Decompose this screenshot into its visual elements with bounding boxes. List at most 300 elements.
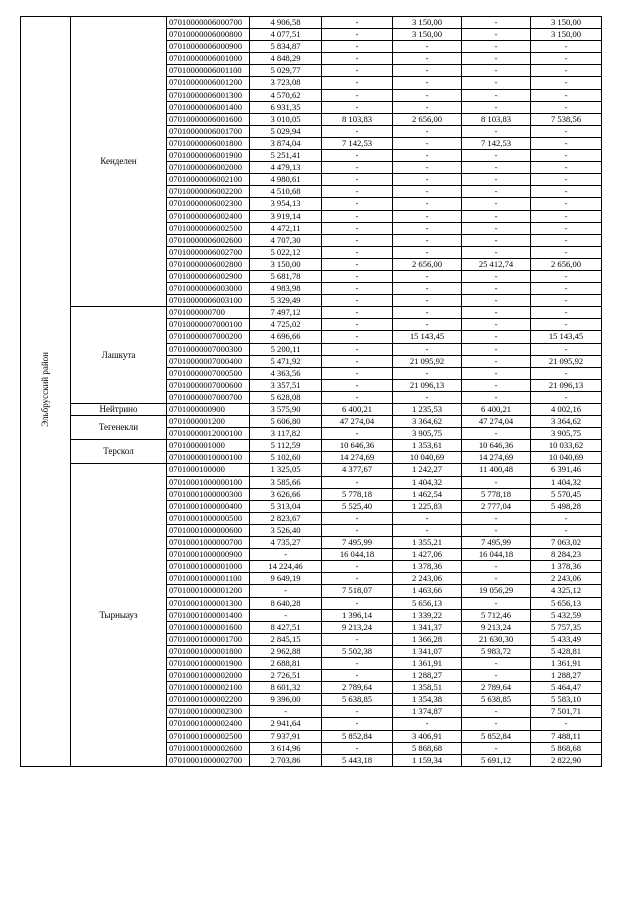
value-cell: - <box>531 718 602 730</box>
cadastral-values-table <box>20 16 602 767</box>
value-cell: - <box>322 270 393 282</box>
value-cell: - <box>322 174 393 186</box>
value-cell: - <box>250 609 322 621</box>
value-cell: 5 029,77 <box>250 65 322 77</box>
value-cell: - <box>531 89 602 101</box>
value-cell: - <box>531 210 602 222</box>
value-cell: 8 601,32 <box>250 682 322 694</box>
value-cell: 25 412,74 <box>462 258 531 270</box>
value-cell: 5 029,94 <box>250 125 322 137</box>
value-cell: - <box>531 162 602 174</box>
cadastral-code-cell: 07010001000000300 <box>167 488 250 500</box>
value-cell: 4 983,98 <box>250 283 322 295</box>
value-cell: - <box>322 53 393 65</box>
value-cell: - <box>393 512 462 524</box>
value-cell: 1 325,05 <box>250 464 322 476</box>
value-cell: - <box>531 186 602 198</box>
cadastral-code-cell: 07010001000001400 <box>167 609 250 621</box>
value-cell: 21 095,92 <box>531 355 602 367</box>
cadastral-code-cell: 07010001000002000 <box>167 670 250 682</box>
value-cell: 5 681,78 <box>250 270 322 282</box>
value-cell: - <box>250 585 322 597</box>
value-cell: 5 471,92 <box>250 355 322 367</box>
value-cell: 1 235,53 <box>393 404 462 416</box>
value-cell: 1 463,66 <box>393 585 462 597</box>
value-cell: - <box>462 283 531 295</box>
value-cell: 2 688,81 <box>250 657 322 669</box>
value-cell: - <box>531 137 602 149</box>
value-cell: 1 159,34 <box>393 754 462 766</box>
value-cell: - <box>531 283 602 295</box>
value-cell: 21 096,13 <box>393 379 462 391</box>
cadastral-code-cell: 07010001000000700 <box>167 537 250 549</box>
value-cell: - <box>393 65 462 77</box>
value-cell: - <box>322 718 393 730</box>
value-cell: - <box>462 742 531 754</box>
value-cell: - <box>322 283 393 295</box>
value-cell: 3 364,62 <box>393 416 462 428</box>
value-cell: - <box>462 41 531 53</box>
cadastral-code-cell: 07010001000000400 <box>167 500 250 512</box>
value-cell: 5 656,13 <box>531 597 602 609</box>
value-cell: 1 355,21 <box>393 537 462 549</box>
value-cell: 3 406,91 <box>393 730 462 742</box>
value-cell: - <box>531 77 602 89</box>
value-cell: - <box>531 150 602 162</box>
value-cell: 5 712,46 <box>462 609 531 621</box>
value-cell: 1 427,06 <box>393 549 462 561</box>
value-cell: - <box>531 391 602 403</box>
table-row <box>21 464 602 476</box>
value-cell: 4 472,11 <box>250 222 322 234</box>
value-cell: 3 919,14 <box>250 210 322 222</box>
value-cell: - <box>322 367 393 379</box>
cadastral-code-cell: 07010000006002900 <box>167 270 250 282</box>
value-cell: - <box>322 428 393 440</box>
value-cell: - <box>462 53 531 65</box>
value-cell: - <box>462 428 531 440</box>
value-cell: - <box>531 319 602 331</box>
value-cell: - <box>322 258 393 270</box>
value-cell: 2 789,64 <box>462 682 531 694</box>
value-cell: - <box>462 391 531 403</box>
value-cell: 1 404,32 <box>393 476 462 488</box>
cadastral-code-cell: 07010000007000100 <box>167 319 250 331</box>
value-cell: 7 518,07 <box>322 585 393 597</box>
value-cell: - <box>393 125 462 137</box>
value-cell: 2 823,67 <box>250 512 322 524</box>
cadastral-code-cell: 07010000006001200 <box>167 77 250 89</box>
value-cell: 9 649,19 <box>250 573 322 585</box>
value-cell: 5 778,18 <box>322 488 393 500</box>
value-cell: 16 044,18 <box>322 549 393 561</box>
value-cell: - <box>322 633 393 645</box>
value-cell: - <box>462 331 531 343</box>
value-cell: - <box>531 41 602 53</box>
value-cell: 5 200,11 <box>250 343 322 355</box>
value-cell: 1 288,27 <box>531 670 602 682</box>
cadastral-code-cell: 07010000006001100 <box>167 65 250 77</box>
value-cell: 5 313,04 <box>250 500 322 512</box>
value-cell: - <box>531 174 602 186</box>
value-cell: - <box>462 524 531 536</box>
value-cell: - <box>462 355 531 367</box>
value-cell: - <box>322 331 393 343</box>
value-cell: 5 525,40 <box>322 500 393 512</box>
value-cell: 3 150,00 <box>250 258 322 270</box>
settlement-name: Лашкута <box>71 307 167 404</box>
value-cell: 1 242,27 <box>393 464 462 476</box>
value-cell: 3 150,00 <box>393 17 462 29</box>
value-cell: 21 630,30 <box>462 633 531 645</box>
value-cell: - <box>393 319 462 331</box>
cadastral-code-cell: 07010000006002600 <box>167 234 250 246</box>
value-cell: 5 852,84 <box>322 730 393 742</box>
cadastral-code-cell: 07010001000001600 <box>167 621 250 633</box>
value-cell: 3 526,40 <box>250 524 322 536</box>
value-cell: - <box>322 101 393 113</box>
value-cell: 7 501,71 <box>531 706 602 718</box>
value-cell: - <box>322 597 393 609</box>
value-cell: 8 284,23 <box>531 549 602 561</box>
document-page <box>20 16 602 767</box>
value-cell: - <box>531 270 602 282</box>
value-cell: - <box>250 706 322 718</box>
value-cell: 4 696,66 <box>250 331 322 343</box>
value-cell: 2 656,00 <box>393 258 462 270</box>
value-cell: - <box>462 234 531 246</box>
value-cell: 7 538,56 <box>531 113 602 125</box>
cadastral-code-cell: 07010001000002200 <box>167 694 250 706</box>
value-cell: - <box>531 512 602 524</box>
value-cell: 4 707,30 <box>250 234 322 246</box>
value-cell: - <box>322 307 393 319</box>
value-cell: 5 112,59 <box>250 440 322 452</box>
value-cell: 6 400,21 <box>322 404 393 416</box>
value-cell: - <box>322 29 393 41</box>
value-cell: 10 040,69 <box>393 452 462 464</box>
value-cell: 2 941,64 <box>250 718 322 730</box>
value-cell: 3 010,05 <box>250 113 322 125</box>
value-cell: - <box>531 65 602 77</box>
cadastral-code-cell: 07010000006000700 <box>167 17 250 29</box>
value-cell: 21 095,92 <box>393 355 462 367</box>
value-cell: 3 585,66 <box>250 476 322 488</box>
cadastral-code-cell: 07010000006002000 <box>167 162 250 174</box>
value-cell: - <box>531 198 602 210</box>
value-cell: 1 358,51 <box>393 682 462 694</box>
value-cell: 1 378,36 <box>393 561 462 573</box>
value-cell: - <box>462 65 531 77</box>
value-cell: - <box>322 561 393 573</box>
value-cell: - <box>531 53 602 65</box>
cadastral-code-cell: 07010001000001300 <box>167 597 250 609</box>
value-cell: - <box>462 198 531 210</box>
value-cell: 10 646,36 <box>322 440 393 452</box>
cadastral-code-cell: 07010001000000100 <box>167 476 250 488</box>
value-cell: 16 044,18 <box>462 549 531 561</box>
value-cell: - <box>322 234 393 246</box>
value-cell: 7 495,99 <box>322 537 393 549</box>
value-cell: 3 614,96 <box>250 742 322 754</box>
cadastral-code-cell: 07010001000000500 <box>167 512 250 524</box>
value-cell: - <box>322 657 393 669</box>
value-cell: - <box>393 270 462 282</box>
cadastral-code-cell: 07010001000001900 <box>167 657 250 669</box>
value-cell: 8 427,51 <box>250 621 322 633</box>
value-cell: - <box>393 53 462 65</box>
cadastral-code-cell: 07010001000001200 <box>167 585 250 597</box>
value-cell: 3 874,04 <box>250 137 322 149</box>
value-cell: 4 725,02 <box>250 319 322 331</box>
value-cell: 2 822,90 <box>531 754 602 766</box>
value-cell: 5 464,47 <box>531 682 602 694</box>
value-cell: 4 735,27 <box>250 537 322 549</box>
value-cell: - <box>250 549 322 561</box>
value-cell: - <box>462 476 531 488</box>
value-cell: 7 063,02 <box>531 537 602 549</box>
value-cell: - <box>322 41 393 53</box>
value-cell: - <box>393 137 462 149</box>
cadastral-code-cell: 07010001000000900 <box>167 549 250 561</box>
value-cell: 9 213,24 <box>462 621 531 633</box>
cadastral-code-cell: 0701000000900 <box>167 404 250 416</box>
value-cell: 7 142,53 <box>322 137 393 149</box>
value-cell: - <box>322 391 393 403</box>
cadastral-code-cell: 07010001000002100 <box>167 682 250 694</box>
value-cell: - <box>322 222 393 234</box>
value-cell: - <box>393 222 462 234</box>
cadastral-code-cell: 0701000000700 <box>167 307 250 319</box>
value-cell: 5 102,60 <box>250 452 322 464</box>
cadastral-code-cell: 07010001000001100 <box>167 573 250 585</box>
value-cell: 4 002,16 <box>531 404 602 416</box>
settlement-name: Кенделен <box>71 17 167 307</box>
value-cell: 9 396,00 <box>250 694 322 706</box>
value-cell: - <box>322 125 393 137</box>
value-cell: - <box>462 186 531 198</box>
value-cell: 1 462,54 <box>393 488 462 500</box>
value-cell: 1 341,07 <box>393 645 462 657</box>
value-cell: 1 341,37 <box>393 621 462 633</box>
cadastral-code-cell: 0701000001200 <box>167 416 250 428</box>
value-cell: 1 361,91 <box>393 657 462 669</box>
value-cell: - <box>393 246 462 258</box>
value-cell: 8 640,28 <box>250 597 322 609</box>
value-cell: - <box>322 77 393 89</box>
cadastral-code-cell: 07010000007000400 <box>167 355 250 367</box>
cadastral-code-cell: 07010001000002400 <box>167 718 250 730</box>
cadastral-code-cell: 07010000012000100 <box>167 428 250 440</box>
value-cell: 1 288,27 <box>393 670 462 682</box>
value-cell: 3 954,13 <box>250 198 322 210</box>
value-cell: 4 570,62 <box>250 89 322 101</box>
value-cell: - <box>393 101 462 113</box>
cadastral-code-cell: 07010000007000300 <box>167 343 250 355</box>
value-cell: - <box>462 657 531 669</box>
value-cell: - <box>462 512 531 524</box>
value-cell: - <box>462 573 531 585</box>
value-cell: - <box>531 367 602 379</box>
value-cell: - <box>531 343 602 355</box>
value-cell: 3 723,08 <box>250 77 322 89</box>
value-cell: - <box>462 210 531 222</box>
value-cell: 11 400,48 <box>462 464 531 476</box>
value-cell: - <box>531 524 602 536</box>
cadastral-code-cell: 07010001000001700 <box>167 633 250 645</box>
cadastral-code-cell: 07010000006002100 <box>167 174 250 186</box>
value-cell: 5 498,28 <box>531 500 602 512</box>
value-cell: - <box>462 101 531 113</box>
cadastral-code-cell: 07010000006001700 <box>167 125 250 137</box>
cadastral-code-cell: 07010000006002400 <box>167 210 250 222</box>
value-cell: 5 428,81 <box>531 645 602 657</box>
value-cell: 3 150,00 <box>531 17 602 29</box>
cadastral-code-cell: 0701000100000 <box>167 464 250 476</box>
value-cell: 19 056,29 <box>462 585 531 597</box>
value-cell: - <box>322 573 393 585</box>
cadastral-code-cell: 07010000006002800 <box>167 258 250 270</box>
value-cell: 5 834,87 <box>250 41 322 53</box>
value-cell: 2 656,00 <box>393 113 462 125</box>
value-cell: 10 033,62 <box>531 440 602 452</box>
value-cell: 5 251,41 <box>250 150 322 162</box>
value-cell: - <box>322 17 393 29</box>
value-cell: - <box>322 670 393 682</box>
value-cell: - <box>322 150 393 162</box>
value-cell: 6 400,21 <box>462 404 531 416</box>
value-cell: 7 937,91 <box>250 730 322 742</box>
value-cell: - <box>322 89 393 101</box>
value-cell: - <box>462 367 531 379</box>
value-cell: 1 361,91 <box>531 657 602 669</box>
value-cell: 5 778,18 <box>462 488 531 500</box>
value-cell: - <box>462 718 531 730</box>
value-cell: - <box>393 343 462 355</box>
value-cell: 5 583,10 <box>531 694 602 706</box>
value-cell: 3 357,51 <box>250 379 322 391</box>
value-cell: 5 570,45 <box>531 488 602 500</box>
cadastral-code-cell: 07010001000002700 <box>167 754 250 766</box>
value-cell: - <box>531 246 602 258</box>
value-cell: - <box>462 77 531 89</box>
value-cell: 1 354,38 <box>393 694 462 706</box>
value-cell: - <box>393 307 462 319</box>
value-cell: 47 274,04 <box>462 416 531 428</box>
value-cell: 5 868,68 <box>531 742 602 754</box>
value-cell: 2 726,51 <box>250 670 322 682</box>
value-cell: - <box>462 125 531 137</box>
cadastral-code-cell: 07010000007000500 <box>167 367 250 379</box>
value-cell: - <box>462 343 531 355</box>
value-cell: - <box>531 125 602 137</box>
value-cell: - <box>393 41 462 53</box>
value-cell: - <box>322 524 393 536</box>
value-cell: 7 495,99 <box>462 537 531 549</box>
value-cell: - <box>462 561 531 573</box>
cadastral-code-cell: 0701000001000 <box>167 440 250 452</box>
cadastral-code-cell: 07010000006001300 <box>167 89 250 101</box>
table-row <box>21 307 602 319</box>
settlement-name: Тырныауз <box>71 464 167 766</box>
cadastral-code-cell: 07010000007000700 <box>167 391 250 403</box>
cadastral-code-cell: 07010000007000200 <box>167 331 250 343</box>
value-cell: - <box>462 270 531 282</box>
value-cell: 2 777,04 <box>462 500 531 512</box>
value-cell: 1 366,28 <box>393 633 462 645</box>
value-cell: - <box>531 101 602 113</box>
value-cell: - <box>393 234 462 246</box>
value-cell: 3 905,75 <box>393 428 462 440</box>
value-cell: 10 040,69 <box>531 452 602 464</box>
value-cell: 3 150,00 <box>393 29 462 41</box>
value-cell: - <box>322 379 393 391</box>
value-cell: 5 502,38 <box>322 645 393 657</box>
region-cell <box>21 17 71 767</box>
value-cell: - <box>531 234 602 246</box>
value-cell: 8 103,83 <box>462 113 531 125</box>
value-cell: 5 638,85 <box>462 694 531 706</box>
value-cell: 5 868,68 <box>393 742 462 754</box>
value-cell: - <box>462 89 531 101</box>
value-cell: 1 378,36 <box>531 561 602 573</box>
cadastral-code-cell: 07010000006003000 <box>167 283 250 295</box>
value-cell: - <box>393 391 462 403</box>
value-cell: - <box>322 295 393 307</box>
value-cell: 3 117,82 <box>250 428 322 440</box>
value-cell: 4 906,58 <box>250 17 322 29</box>
settlement-name: Нейтрино <box>71 404 167 416</box>
value-cell: 5 757,35 <box>531 621 602 633</box>
value-cell: - <box>393 367 462 379</box>
value-cell: 2 962,88 <box>250 645 322 657</box>
value-cell: - <box>322 742 393 754</box>
value-cell: 21 096,13 <box>531 379 602 391</box>
value-cell: - <box>393 198 462 210</box>
value-cell: - <box>462 379 531 391</box>
value-cell: 4 363,56 <box>250 367 322 379</box>
table-row <box>21 17 602 29</box>
cadastral-code-cell: 07010001000001000 <box>167 561 250 573</box>
value-cell: - <box>462 174 531 186</box>
value-cell: - <box>393 295 462 307</box>
table-row <box>21 440 602 452</box>
value-cell: - <box>322 198 393 210</box>
cadastral-code-cell: 07010000006001400 <box>167 101 250 113</box>
value-cell: 1 396,14 <box>322 609 393 621</box>
value-cell: 7 488,11 <box>531 730 602 742</box>
value-cell: 8 103,83 <box>322 113 393 125</box>
value-cell: - <box>462 29 531 41</box>
value-cell: - <box>462 307 531 319</box>
value-cell: 5 691,12 <box>462 754 531 766</box>
value-cell: - <box>322 210 393 222</box>
value-cell: - <box>531 307 602 319</box>
value-cell: 1 339,22 <box>393 609 462 621</box>
value-cell: - <box>393 77 462 89</box>
value-cell: 14 274,69 <box>462 452 531 464</box>
cadastral-code-cell: 07010000010000100 <box>167 452 250 464</box>
value-cell: 15 143,45 <box>393 331 462 343</box>
cadastral-code-cell: 07010001000002300 <box>167 706 250 718</box>
value-cell: 1 353,61 <box>393 440 462 452</box>
value-cell: - <box>393 718 462 730</box>
value-cell: 3 905,75 <box>531 428 602 440</box>
value-cell: 7 142,53 <box>462 137 531 149</box>
value-cell: 2 656,00 <box>531 258 602 270</box>
value-cell: 5 329,49 <box>250 295 322 307</box>
value-cell: 4 980,61 <box>250 174 322 186</box>
